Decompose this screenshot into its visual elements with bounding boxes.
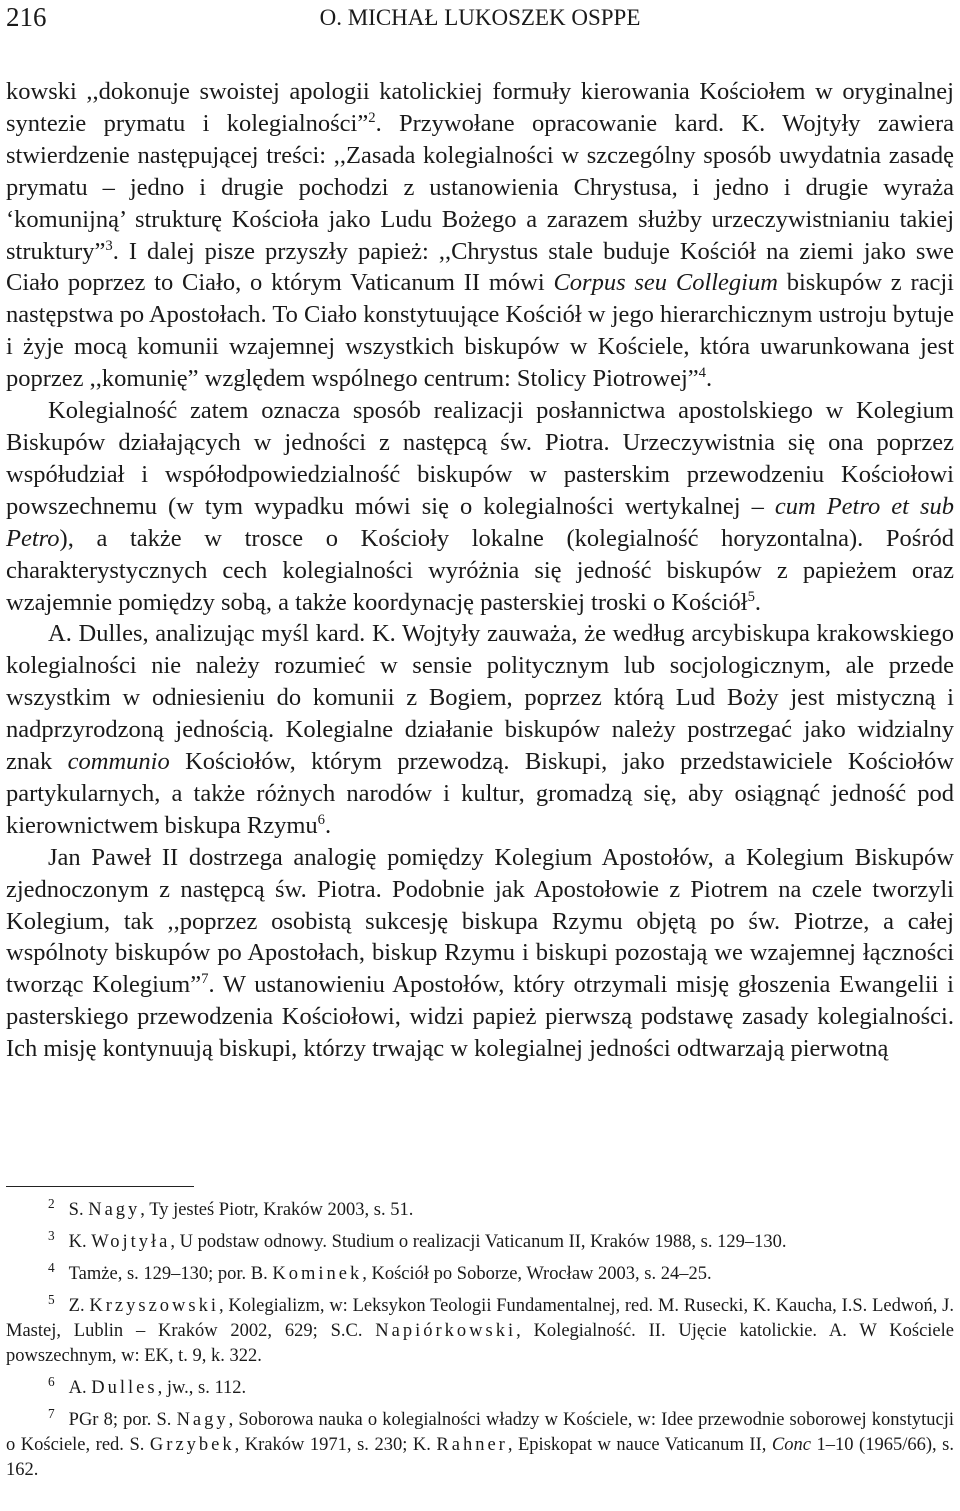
footnote-number: 2 bbox=[48, 1195, 55, 1211]
text-run: kowski ,,dokonuje swoistej apologii katolickiej formuły kierowania Kościołem w oryginalnej syntezie prymatu i kolegialności” bbox=[6, 78, 954, 137]
paragraph bbox=[6, 842, 954, 1065]
text-run: PGr 8; por. S. bbox=[68, 1410, 177, 1430]
note-reference: 7 bbox=[201, 971, 209, 988]
text-run: , U podstaw odnowy. Studium o realizacji Vaticanum II, Kraków 1988, s. 129–130. bbox=[170, 1232, 787, 1252]
author-name: Napiórkowski bbox=[375, 1321, 517, 1341]
running-head: O. MICHAŁ LUKOSZEK OSPPE bbox=[319, 5, 641, 30]
text-run: 1–10 (1965/66), s. 162. bbox=[6, 1435, 954, 1480]
footnote bbox=[6, 1291, 954, 1369]
text-run: , Soborowa nauka o kolegialności władzy w Kościele, w: Idee przewodnie soborowej konstytucji o Kościele, red. S. bbox=[6, 1410, 954, 1455]
text-run: . bbox=[324, 811, 332, 839]
footnote bbox=[6, 1227, 954, 1255]
note-reference: 4 bbox=[698, 365, 706, 381]
text-run: A. Dulles, analizując myśl kard. K. Wojtyły zauważa, że według arcybiskupa krakowskiego kolegialności nie należy rozumieć w sensie politycznym lub socjologicznym, ale przede wszystkim w odniesieniu do komunii z Bogiem, poprzez którą Lud Boży jest mistyczną i nadprzyrodzoną jednością. Kolegialne działanie biskupów należy postrzegać jako widzialny znak bbox=[6, 620, 954, 776]
note-reference: 3 bbox=[105, 237, 113, 254]
page-header bbox=[6, 0, 954, 34]
footnote bbox=[6, 1405, 954, 1483]
text-run: , Kościół po Soborze, Wrocław 2003, s. 24–25. bbox=[362, 1264, 712, 1284]
author-name: Dulles bbox=[91, 1378, 158, 1398]
text-run: , Kolegializm, w: Leksykon Teologii Fundamentalnej, red. M. Rusecki, K. Kaucha, I.S. Ledwoń, J. Mastej, Lublin – Kraków 2002, 629; S.C. bbox=[6, 1296, 954, 1341]
italic-text: communio bbox=[67, 748, 170, 776]
author-name: Krzyszowski bbox=[89, 1296, 219, 1316]
footnotes bbox=[6, 1195, 954, 1490]
italic-text: Conc bbox=[771, 1435, 811, 1455]
text-run: , Ty jesteś Piotr, Kraków 2003, s. 51. bbox=[140, 1200, 414, 1220]
author-name: Nagy bbox=[88, 1200, 141, 1220]
footnote-number: 6 bbox=[48, 1373, 55, 1389]
text-run: S. bbox=[68, 1200, 89, 1220]
italic-text: cum Petro et sub Petro bbox=[6, 492, 954, 552]
text-run: , Kolegialność. II. Ujęcie katolickie. A. W Kościele powszechnym, w: EK, t. 9, k. 322. bbox=[6, 1321, 954, 1366]
footnote bbox=[6, 1373, 954, 1401]
text-run: Kościołów, którym przewodzą. Biskupi, jako przedstawiciele Kościołów partykularnych, a także różnych narodów i kultur, gromadzą się, aby osiągnąć jedność pod kierownictwem biskupa Rzymu bbox=[6, 748, 954, 839]
footnote-number: 3 bbox=[48, 1227, 55, 1243]
page-number: 216 bbox=[6, 2, 47, 32]
note-reference: 2 bbox=[368, 109, 376, 126]
author-name: Rahner bbox=[436, 1435, 508, 1455]
footnote bbox=[6, 1195, 954, 1223]
main-text bbox=[6, 76, 954, 1065]
text-run: A. bbox=[68, 1378, 92, 1398]
paragraph bbox=[6, 618, 954, 841]
text-run: . I dalej pisze przyszły papież: ,,Chrystus stale buduje Kościół na ziemi jako swe Ciało poprzez to Ciało, o którym Vaticanum II mówi bbox=[6, 237, 954, 297]
text-run: Jan Paweł II dostrzega analogię pomiędzy Kolegium Apostołów, a Kolegium Biskupów zjednoczonym z następcą św. Piotra. Podobnie jak Apostołowie z Piotrem na czele tworzyli Kolegium, tak ,,poprzez osobistą sukcesję biskupa Rzymu objętą po św. Piotrze, a całej wspólnoty biskupów po Apostołach, biskup Rzymu i biskupi pozostają we wzajemnej łączności tworząc Kolegium” bbox=[6, 843, 954, 999]
note-reference: 6 bbox=[317, 811, 325, 828]
text-run: . bbox=[754, 588, 762, 616]
note-reference: 5 bbox=[747, 588, 755, 605]
text-run: , Kraków 1971, s. 230; K. bbox=[234, 1435, 437, 1455]
text-run: , Episkopat w nauce Vaticanum II, bbox=[507, 1435, 772, 1455]
author-name: Wojtyła bbox=[91, 1232, 171, 1252]
text-run: ), a także w trosce o Kościoły lokalne (kolegialność horyzontalna). Pośród charakterystycznych cech kolegialności wyróżnia się jedność biskupów z papieżem oraz wzajemnie pomiędzy sobą, a także koordynację pasterskiej troski o Kościół bbox=[6, 524, 954, 616]
paragraph bbox=[6, 395, 954, 618]
text-run: Tamże, s. 129–130; por. B. bbox=[68, 1264, 273, 1284]
footnote-number: 4 bbox=[48, 1259, 55, 1275]
text-run: Kolegialność zatem oznacza sposób realizacji posłannictwa apostolskiego w Kolegium Biskupów działających w jedności z następcą św. Piotra. Urzeczywistnia się ona poprzez współudział i współodpowiedzialność biskupów w pasterskim przewodzeniu Kościołowi powszechnemu (w tym wypadku mówi się o kolegialności wertykalnej – bbox=[6, 397, 954, 520]
author-name: Kominek bbox=[272, 1264, 363, 1284]
text-run: . W ustanowieniu Apostołów, który otrzymali misję głoszenia Ewangelii i pasterskiego przewodzenia Kościołowi, widzi papież pierwszą podstawę zasady kolegialności. Ich misję kontynuują biskupi, którzy trwając w kolegialnej jedności odtwarzają pierwotną bbox=[6, 971, 954, 1063]
text-run: biskupów z racji następstwa po Apostołach. To Ciało konstytuujące Kościół w jego hierarchicznym ustroju bytuje i żyje mocą komunii wzajemnej wszystkich biskupów w Kościele, która uwarunkowana jest poprzez ,,komunię” względem wspólnego centrum: Stolicy Piotrowej” bbox=[6, 269, 954, 393]
footnote-number: 5 bbox=[48, 1291, 55, 1307]
text-run: . Przywołane opracowanie kard. K. Wojtyły zawiera stwierdzenie następującej treści: ,,Zasada kolegialności w szczególny sposób uwydatnia zasadę prymatu – jedno i drugie pochodzi z ustanowienia Chrystusa, i jedno i drugie wyraża ‘komunijną’ strukturę Kościoła jako Ludu Bożego a zarazem służby urzeczywistnianiu takiej struktury” bbox=[6, 109, 954, 265]
footnote bbox=[6, 1259, 954, 1287]
italic-text: Corpus seu Collegium bbox=[553, 269, 778, 297]
author-name: Nagy bbox=[176, 1410, 229, 1430]
text-run: , jw., s. 112. bbox=[157, 1378, 247, 1398]
footnote-separator bbox=[6, 1186, 194, 1187]
text-run: . bbox=[705, 365, 713, 393]
author-name: Grzybek bbox=[149, 1435, 235, 1455]
text-run: K. bbox=[68, 1232, 92, 1252]
paragraph bbox=[6, 76, 954, 395]
text-run: Z. bbox=[68, 1296, 90, 1316]
footnote-number: 7 bbox=[48, 1405, 55, 1421]
